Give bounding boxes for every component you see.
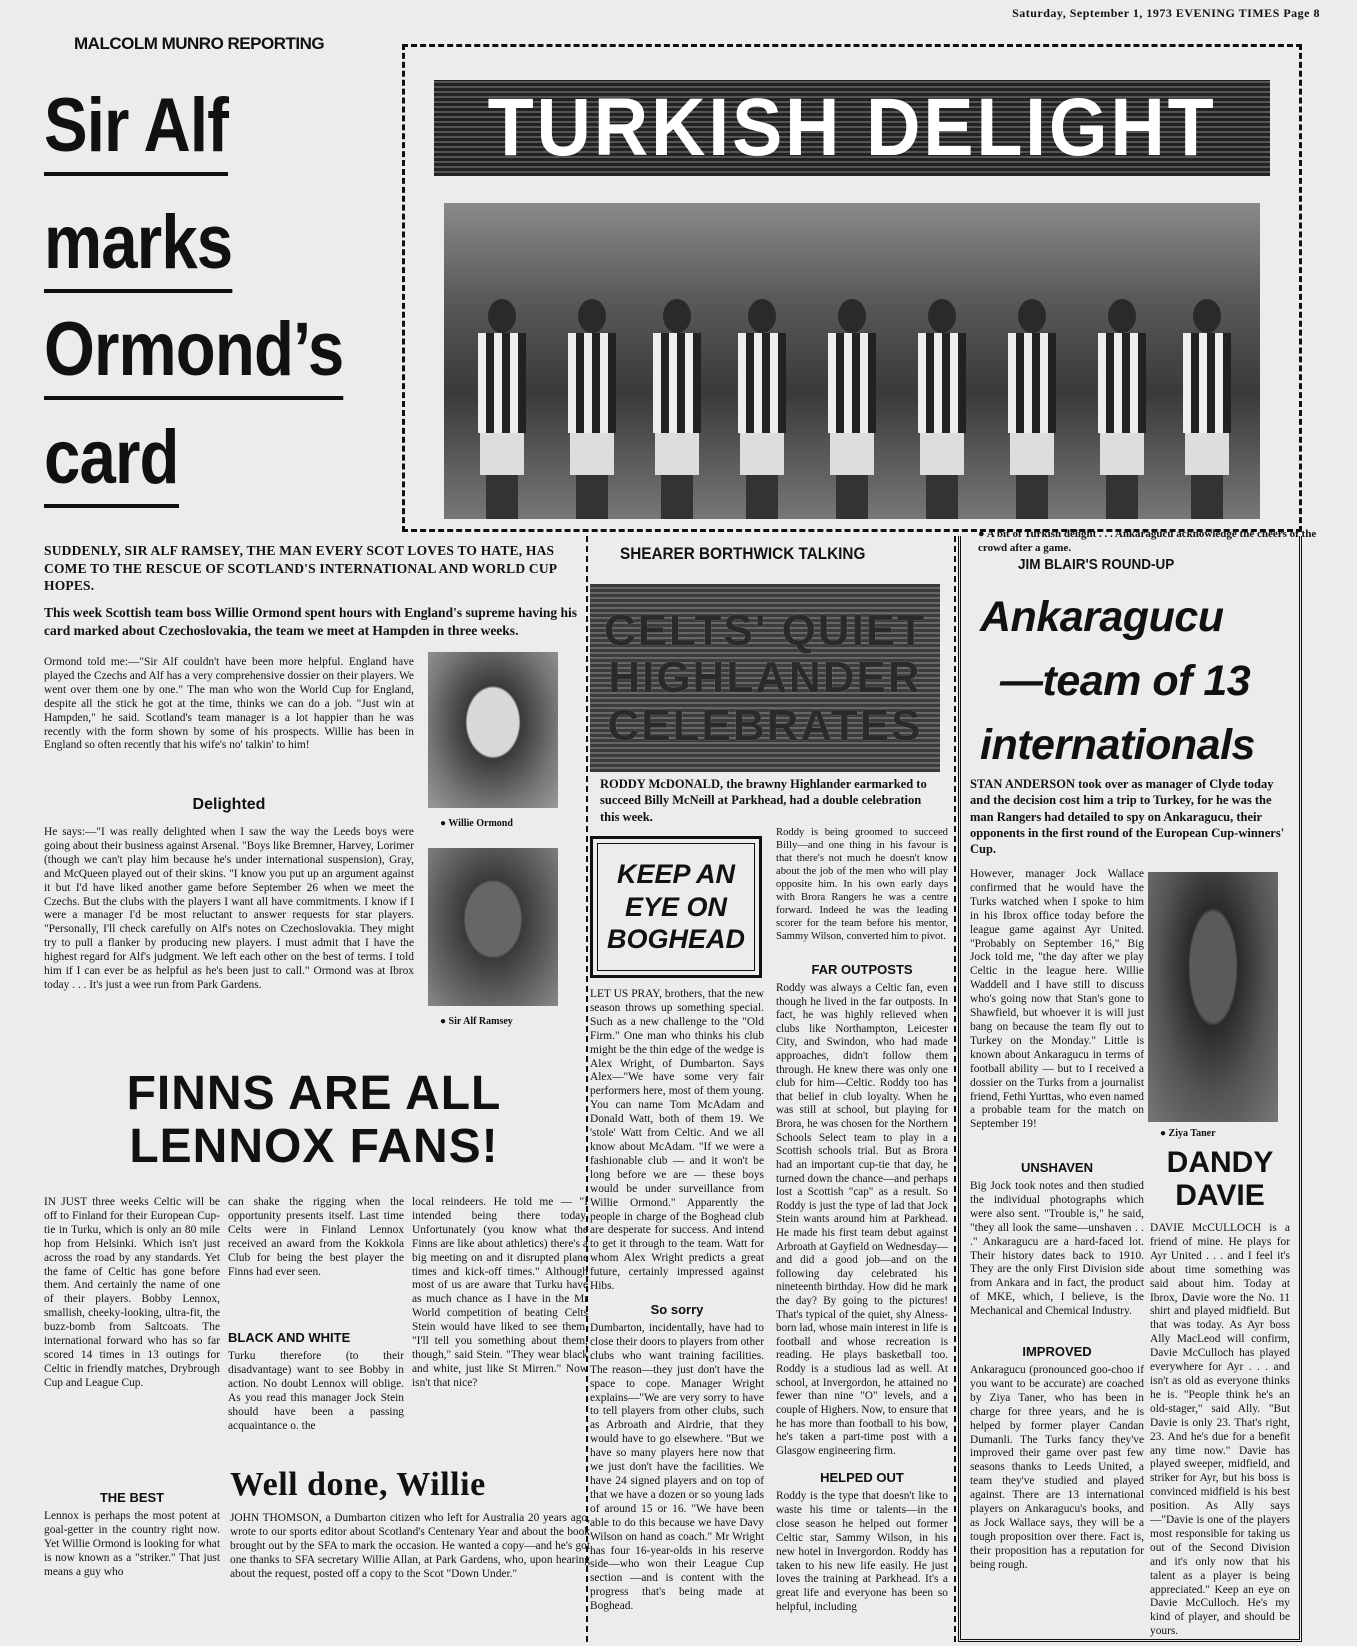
photo-player [824, 259, 880, 519]
alf-body1: Ormond told me:—"Sir Alf couldn't have been more helpful. England have played the Czechs and Alf has a very comprehensive dossier on their players. We went over them one by one." The man who won the World Cup for England, despite all the stick he got at the time, thinks we can do a job. "Just win at Hampden," he said. Scotland's team manager is a lot happier than he was recently with the form shown by some of his prospects. Willie has been in England so often recently that his wife's no' talkin' to him! [44, 656, 414, 752]
ankaragucu-body2: Big Jock took notes and then studied the individual photographs which were also sent. "Trouble is," he said, "they all look the same—unshaven . . ." Ankaragucu are a hard-faced lot. Their history dates back to 1910. They are the only First Division side from Ankara and in fact, the product of MKE, which, I believe, is the Mechanical and Chemical Industry. [970, 1180, 1144, 1318]
ankaragucu-body1: However, manager Jock Wallace confirmed that he would have the Turks watched when I spoke to him in his Ibrox office today before the league game against Ayr United. "Probably on September 16," Big Jock told me, "the day after we play Celtic in the league here. Willie Waddell and I have still to discuss who's going now that Stan's gone to Shawfield, but whoever it is will just bang on because the team fly out to Turkey on the Monday." Little is known about Ankaragucu in terms of football ability — but to I received a dossier on the Turks from a journalist friend, Fethi Yurttas, who even named a probable team for the match on September 19! [970, 868, 1144, 1131]
headline-celts-line2: HIGHLANDER [608, 653, 922, 703]
photo-player [1094, 259, 1150, 519]
headline-well-done: Well done, Willie [230, 1466, 486, 1503]
photo-player [1004, 259, 1060, 519]
subhead-the-best: THE BEST [99, 1490, 165, 1505]
boghead-body2: Dumbarton, incidentally, have had to close their doors to players from other clubs who want training facilities. The reason—they just don't have the space to cope. Manager Wright explains—"We are very sorry to have to tell players from other clubs, such as Arbroath and Airdrie, that they would have to go elsewhere. "But we have so many players here now that we just don't have the facilities. We have 24 signed players and on top of that we have a dozen or so young lads of around 15 or 16. "We have been able to do this because we have Davy Wilson on hand as coach." Mr Wright has four 16-year-olds in his reserve side—who won their League Cup section —and is content with the progress that's being made at Boghead. [590, 1322, 764, 1613]
finns-col1: IN JUST three weeks Celtic will be off to Finland for their European Cup-tie in Turku, which is only an 80 mile hop from Helsinki. Which isn't just across the road by any standards. Yet the fame of Celtic has gone before them. And certainly the name of one of their players. Bobby Lennox, smallish, cheeky-looking, ultra-fit, the buzz-bomb from Saltcoats. The international forward who has so far scored 14 times in 13 outings for Celtic in friendly matches, Drybrough Cup and League Cup. [44, 1196, 220, 1389]
headline-dandy-line1: DANDY [1166, 1146, 1274, 1179]
thomson-story: JOHN THOMSON, a Dumbarton citizen who left for Australia 20 years ago, wrote to our sports editor about Scotland's Centenary Year and about the book brought out by the SFA to mark the occasion. He wanted a copy—and he's got one thanks to SFA secretary Willie Allan, at Park Gardens, who, upon hearing about the request, posted off a copy to the Scot "Down Under." [230, 1512, 590, 1580]
davie-body: DAVIE McCULLOCH is a friend of mine. He plays for Ayr United . . . and I feel it's about time something was said about him. Today at Ibrox, Davie wore the No. 11 shirt and played midfield. But that was today. As Ayr boss Ally MacLeod will confirm, Davie McCulloch has played everywhere for Ayr . . . and isn't as old as everyone thinks he is. "People think he's an old-stager," said Ally. "But Davie is only 23. That's right, 23. And he's due for a benefit any time now." Davie has played sweeper, midfield, and striker for Ayr, but his boss is convinced midfield is his best position. As Ally says—"Davie is one of the players most responsible for taking us out of the Second Division and it's only now that his talent as a player is being appreciated." Keep an eye on Davie McCulloch. He's my kind of player, and should be yours. [1150, 1222, 1290, 1638]
headline-alf-line4: card [44, 420, 179, 508]
roddy-lead: RODDY McDONALD, the brawny Highlander earmarked to succeed Billy McNeill at Parkhead, had a double celebration this week. [600, 777, 927, 824]
headline-celts-line3: CELEBRATES [607, 700, 923, 750]
headline-finns-line2: LENNOX FANS! [129, 1119, 499, 1173]
photo-sir-alf-ramsey [428, 848, 558, 1006]
photo-player [649, 259, 705, 519]
subhead-black-and-white: BLACK AND WHITE [228, 1330, 351, 1345]
photo-caption: ● A bit of Turkish delight . . . Ankaragucu acknowledge the cheers of the crowd after a game. [978, 528, 1318, 556]
photo-player [914, 259, 970, 519]
roddy-body2: Roddy was always a Celtic fan, even though he lived in the far outposts. In fact, he was highly relieved when clubs like Northampton, Leicester City, and Swindon, who had made approaches, didn't follow them through. He knew there was only one club for him—Celtic. Roddy too has that belief in club loyalty. When he was still at school, but playing for Brora, he was chosen for the Northern Schools Select team to play in a Scottish schools trial. But as Brora had an important cup-tie that day, he turned down the chance—and perhaps lost a Scottish "cap" as a result. So Roddy is just the type of lad that Jock Stein wants around him at Parkhead. He made his first team debut against Arbroath at Gayfield on Wednesday—and did a good job—and on the following day celebrated his nineteenth birthday. How did he mark the day? By going to the pictures! That's typical of the quiet, shy Alness-born lad, whose main interest in life is football and whose recreation is reading. He plays basketball too. Roddy is a studious lad as well. At school, at Invergordon, he attained no fewer than nine "O" levels, and a couple of Highers. Now, to ensure that he has more than football to his bow, he's taken a part-time post with a Glasgow engineering firm. [776, 982, 948, 1457]
keep-line3: BOGHEAD [606, 924, 745, 955]
turkish-delight-banner [434, 80, 1270, 176]
celts-headline-banner [590, 584, 940, 772]
headline-finns-line1: FINNS ARE ALL [126, 1067, 502, 1120]
keep-line2: EYE ON [624, 891, 728, 922]
byline-blair: JIM BLAIR'S ROUND-UP [1018, 556, 1175, 573]
roddy-body1: Roddy is being groomed to succeed Billy—and one thing in his favour is that there's not much he doesn't know about the job of the men who will play opposite him. In his own early days with Brora Rangers he was a centre forward. Indeed he was the leading scorer for the team before his mentor, Sammy Wilson, converted him to pivot. [776, 827, 948, 942]
headline-ankaragucu-line1: Ankaragucu [980, 593, 1224, 641]
caption-ziya-taner: ● Ziya Taner [1160, 1128, 1216, 1139]
headline-ankaragucu-line3: internationals [980, 721, 1255, 769]
byline-munro: MALCOLM MUNRO REPORTING [74, 34, 325, 53]
finns-col3: local reindeers. He told me — "I intended being there today. Unfortunately (you know what the Finns are like about athletics) there's a big meeting on and it disrupted plane times and kick-off times." Although most of us are aware that Turku have as much chance as I have in the Mr World competition of beating Celts Stein would have liked to see them. "I'll tell you something about them, though," said Stein. "They wear black and white, just like St Mirren." Now isn't that nice? [412, 1196, 588, 1389]
roddy-body3: Roddy is the type that doesn't like to waste his time or talents—in the close season he helped out former Celtic star, Sammy Wilson, in his new hotel in Invergordon. Roddy has taken to his new life easily. He just loves the training at Parkhead. It's a great life and everyone has been so helpful, including [776, 1490, 948, 1614]
subhead-delighted: Delighted [192, 796, 266, 813]
photo-player [1179, 259, 1235, 519]
headline-alf-line1: Sir Alf [44, 88, 228, 176]
subhead-improved: IMPROVED [1022, 1344, 1092, 1359]
turkish-delight-title: TURKISH DELIGHT [487, 82, 1217, 173]
photo-player [564, 259, 620, 519]
masthead: Saturday, September 1, 1973 EVENING TIMES Page 8 [1012, 6, 1320, 20]
caption-willie-ormond: ● Willie Ormond [440, 818, 513, 829]
photo-player [734, 259, 790, 519]
caption-sir-alf-ramsey: ● Sir Alf Ramsey [440, 1016, 513, 1027]
alf-lead: SUDDENLY, SIR ALF RAMSEY, THE MAN EVERY SCOT LOVES TO HATE, HAS COME TO THE RESCUE OF SCOTLAND'S INTERNATIONAL AND WORLD CUP HOPES. [44, 543, 557, 594]
alf-lead2: This week Scottish team boss Willie Ormond spent hours with England's supreme having his card marked about Czechoslovakia, the team we meet at Hampden in three weeks. [44, 605, 577, 638]
keep-an-eye-box [590, 836, 762, 978]
subhead-helped-out: HELPED OUT [820, 1470, 904, 1485]
photo-ziya-taner [1148, 872, 1278, 1122]
headline-ankaragucu-line2: —team of 13 [1000, 657, 1251, 705]
subhead-unshaven: UNSHAVEN [1021, 1160, 1093, 1175]
headline-dandy-davie [1150, 1146, 1290, 1212]
team-photo [444, 203, 1260, 519]
finns-col2: can shake the rigging when the opportunity presents itself. Last time Celts were in Finland Lennox received an award from the Kokkola Club for being the best player the Finns had ever seen. [228, 1196, 404, 1278]
subhead-so-sorry: So sorry [650, 1302, 704, 1317]
subhead-far-outposts: FAR OUTPOSTS [811, 962, 913, 977]
headline-dandy-line2: DAVIE [1175, 1179, 1265, 1212]
headline-alf-line3: Ormond’s [44, 312, 343, 400]
keep-an-eye-inner [597, 843, 755, 971]
headline-finns [44, 1068, 584, 1174]
headline-alf-line2: marks [44, 205, 232, 293]
finns-col2b: Turku therefore (to their disadvantage) want to see Bobby in action. No doubt Lennox will oblige. As you read this manager Jock Stein should have been a passing acquaintance o. the [228, 1350, 404, 1432]
photo-player [474, 259, 530, 519]
boghead-body1: LET US PRAY, brothers, that the new season throws up something special. Such as a new challenge to the "Old Firm." One man who thinks his club might be the thin edge of the wedge is Alex Wright, of Dumbarton. Says Alex—"We have some very fair performers here, most of them young. You can name Tom McAdam and Donald Watt, both of them 19. We 'stole' Watt from Celtic. And we all know about McAdam. "If we were a fashionable club — and it won't be long before we are — these boys would be under surveillance from Willie Ormond." Apparently the people in charge of the Boghead club are desperate for success. And intend to get it through to the team. Watt for whom Alex Wright predicts a great future, certainly impressed against Hibs. [590, 988, 764, 1293]
byline-shearer: SHEARER BORTHWICK TALKING [620, 544, 866, 563]
stan-lead: STAN ANDERSON took over as manager of Clyde today and the decision cost him a trip to Turkey, for he was the man Rangers had detailed to spy on Ankaragucu, their opponents in the first round of the European Cup-winners' Cup. [970, 777, 1285, 856]
headline-celts-line1: CELTS' QUIET [603, 605, 927, 655]
alf-body2: He says:—"I was really delighted when I saw the way the Leeds boys were going about their business against Arsenal. "Boys like Bremner, Harvey, Lorimer (though we can't play him because he's under international suspension), Gray, and McQueen played out of their skins. "I know you put up an argument against it but I'd have liked another game before September 26 when we meet the Czechs. But the clubs with the players I want all have commitments. I know if I were a manager I'd be most reluctant to answer requests for star players. "Personally, I'll check carefully on Alf's notes on Czechoslovakia. They might try to pull a flanker by producing new players. I must admit that I have the highest regard for Alf's judgment. We left each other on the best of terms. I told him if I can ever be as helpful as he's been just to call." Ormond was at Ibrox today . . . It's just a wee run from Park Gardens. [44, 826, 414, 991]
keep-line1: KEEP AN [616, 858, 736, 889]
ankaragucu-body3: Ankaragucu (pronounced goo-choo if you want to be accurate) are coached by Ziya Taner, who has been in charge for three years, and he is helped by former player Candan Dumanli. The Turks fancy they've improved their game over past few seasons thanks to Leeds United, a team they've studied and played against. There are 13 international players on Ankaragucu's books, and as Jock Wallace says, they will be a tough proposition over there. Fact is, their proposition has a reputation for being rough. [970, 1364, 1144, 1571]
finns-col1b: Lennox is perhaps the most potent at goal-getter in the country right now. Yet Willie Ormond is looking for what is now known as a "striker." That just means a guy who [44, 1510, 220, 1578]
photo-willie-ormond [428, 652, 558, 808]
